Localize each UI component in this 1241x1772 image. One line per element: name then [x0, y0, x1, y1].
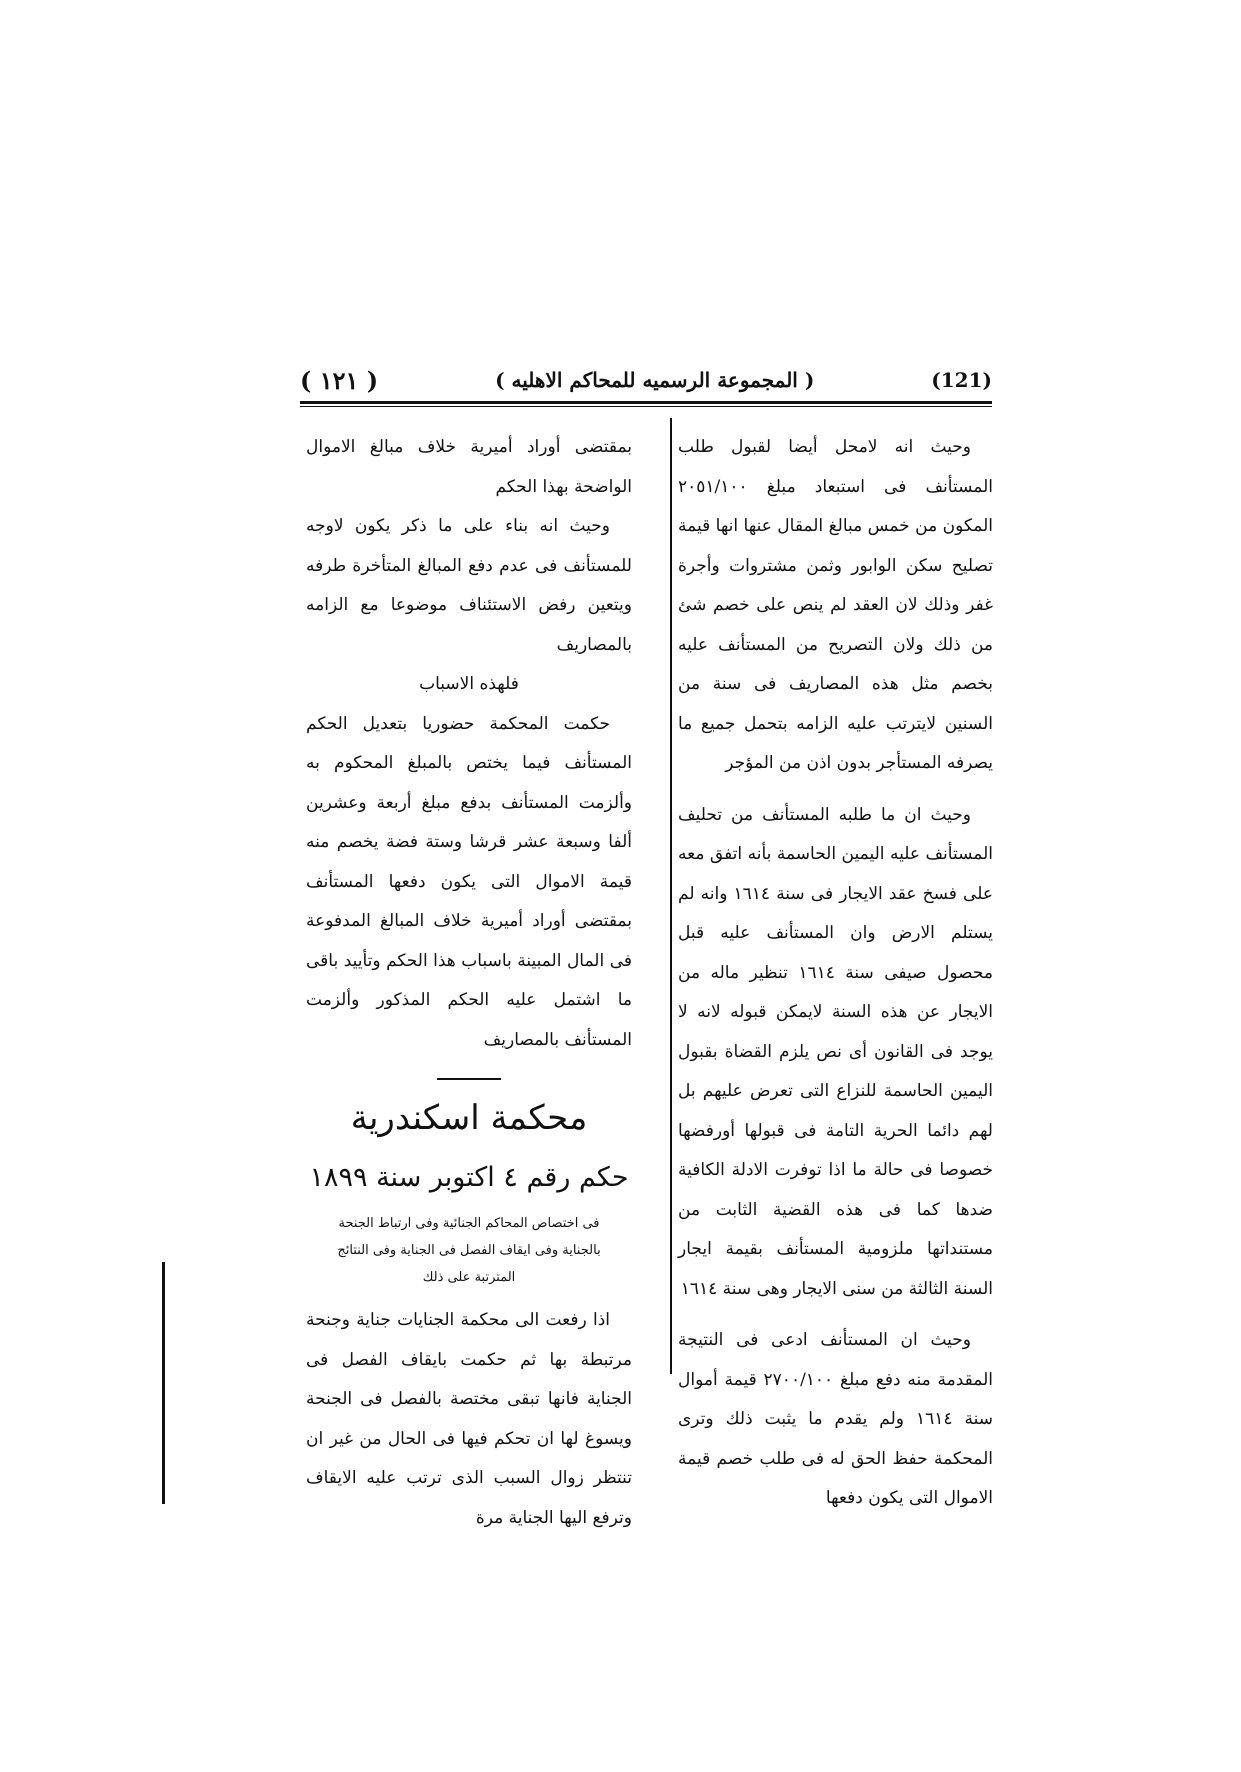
ruling-summary: فى اختصاص المحاكم الجنائية وفى ارتباط الجنحة بالجناية وفى ايقاف الفصل فى الجناية وفى النتائج المترتبة على ذلك: [337, 1216, 601, 1285]
paragraph: وحيث ان ما طلبه المستأنف من تحليف المستأنف عليه اليمين الحاسمة بأنه اتفق معه على فسخ عقد الايجار فى سنة ١٦١٤ وانه لم يستلم الارض وان المستأنف عليه قبل محصول صيفى سنة ١٦١٤ تنظير ماله من الايجار عن هذه السنة لايمكن قبوله لانه لا يوجد فى القانون أى نص يلزم القضاة بقبول اليمين الحاسمة للنزاع التى تعرض عليهم بل لهم دائما الحرية التامة فى قبولها أورفضها خصوصا فى حالة ما اذا توفرت الادلة الكافية ضدها كما فى هذه القضية الثابت من مستنداتها ملزومية المستأنف بقيمة ايجار السنة الثالثة من سنى الايجار وهى سنة ١٦١٤: [678, 804, 993, 1299]
paragraph: بمقتضى أوراد أميرية خلاف مبالغ الاموال الواضحة بهذا الحكم: [306, 437, 632, 497]
court-title: محكمة اسكندرية: [350, 1098, 588, 1138]
running-header: [300, 362, 992, 398]
ruling-title: حكم رقم ٤ اكتوبر سنة ١٨٩٩: [309, 1162, 629, 1193]
page-number-arabic: ( ١٢١ ): [300, 365, 379, 395]
paragraph: حكمت المحكمة حضوريا بتعديل الحكم المستأنف فيما يختص بالمبلغ المحكوم به وألزمت المستأنف بدفع مبلغ أربعة وعشرين ألفا وسبعة عشر قرشا وستة فضة يخصم منه قيمة الاموال التى يكون دفعها المستأنف بمقتضى أوراد أميرية خلاف المبالغ المدفوعة فى المال المبينة باسباب هذا الحكم وتأييد باقى ما اشتمل عليه الحكم المذكور وألزمت المستأنف بالمصاريف: [306, 713, 632, 1050]
page-number-latin: (121): [931, 368, 992, 392]
left-column: [306, 428, 632, 1538]
column-divider: [670, 418, 672, 1374]
right-column: [678, 428, 993, 1519]
paragraph: وحيث انه لامحل أيضا لقبول طلب المستأنف فى استبعاد مبلغ ٢٠٥١/١٠٠ المكون من خمس مبالغ المقال عنها انها قيمة تصليح سكن الوابور وثمن مشتروات وأجرة غفر وذلك لان العقد لم ينص على خصم شئ من ذلك ولان التصريح من المستأنف عليه بخصم مثل هذه المصاريف فى سنة من السنين لايترتب عليه الزامه بتحمل جميع ما يصرفه المستأجر بدون اذن من المؤجر: [678, 437, 993, 773]
header-rule-thin: [300, 406, 992, 407]
header-rule-thick: [300, 401, 992, 404]
section-separator: [437, 1078, 501, 1080]
paragraph: وحيث انه بناء على ما ذكر يكون لاوجه للمستأنف فى عدم دفع المبالغ المتأخرة طرفه ويتعين رفض الاستئناف موضوعا مع الزامه بالمصاريف: [306, 516, 632, 655]
margin-mark: [162, 1262, 165, 1504]
paragraph: اذا رفعت الى محكمة الجنايات جناية وجنحة مرتبطة بها ثم حكمت بايقاف الفصل فى الجناية فانها تبقى مختصة بالفصل فى الجنحة ويسوغ لها ان تحكم فيها فى الحال من غير ان تنتظر زوال السبب الذى ترتب عليه الايقاف وترفع اليها الجناية مرة: [306, 1310, 632, 1528]
paragraph: وحيث ان المستأنف ادعى فى النتيجة المقدمة منه دفع مبلغ ٢٧٠٠/١٠٠ قيمة أموال سنة ١٦١٤ ولم يقدم ما يثبت ذلك وترى المحكمة حفظ الحق له فى طلب خصم قيمة الاموال التى يكون دفعها: [678, 1330, 993, 1508]
publication-title: ( المجموعة الرسميه للمحاكم الاهليه ): [495, 368, 815, 392]
section-heading: فلهذه الاسباب: [419, 674, 519, 694]
